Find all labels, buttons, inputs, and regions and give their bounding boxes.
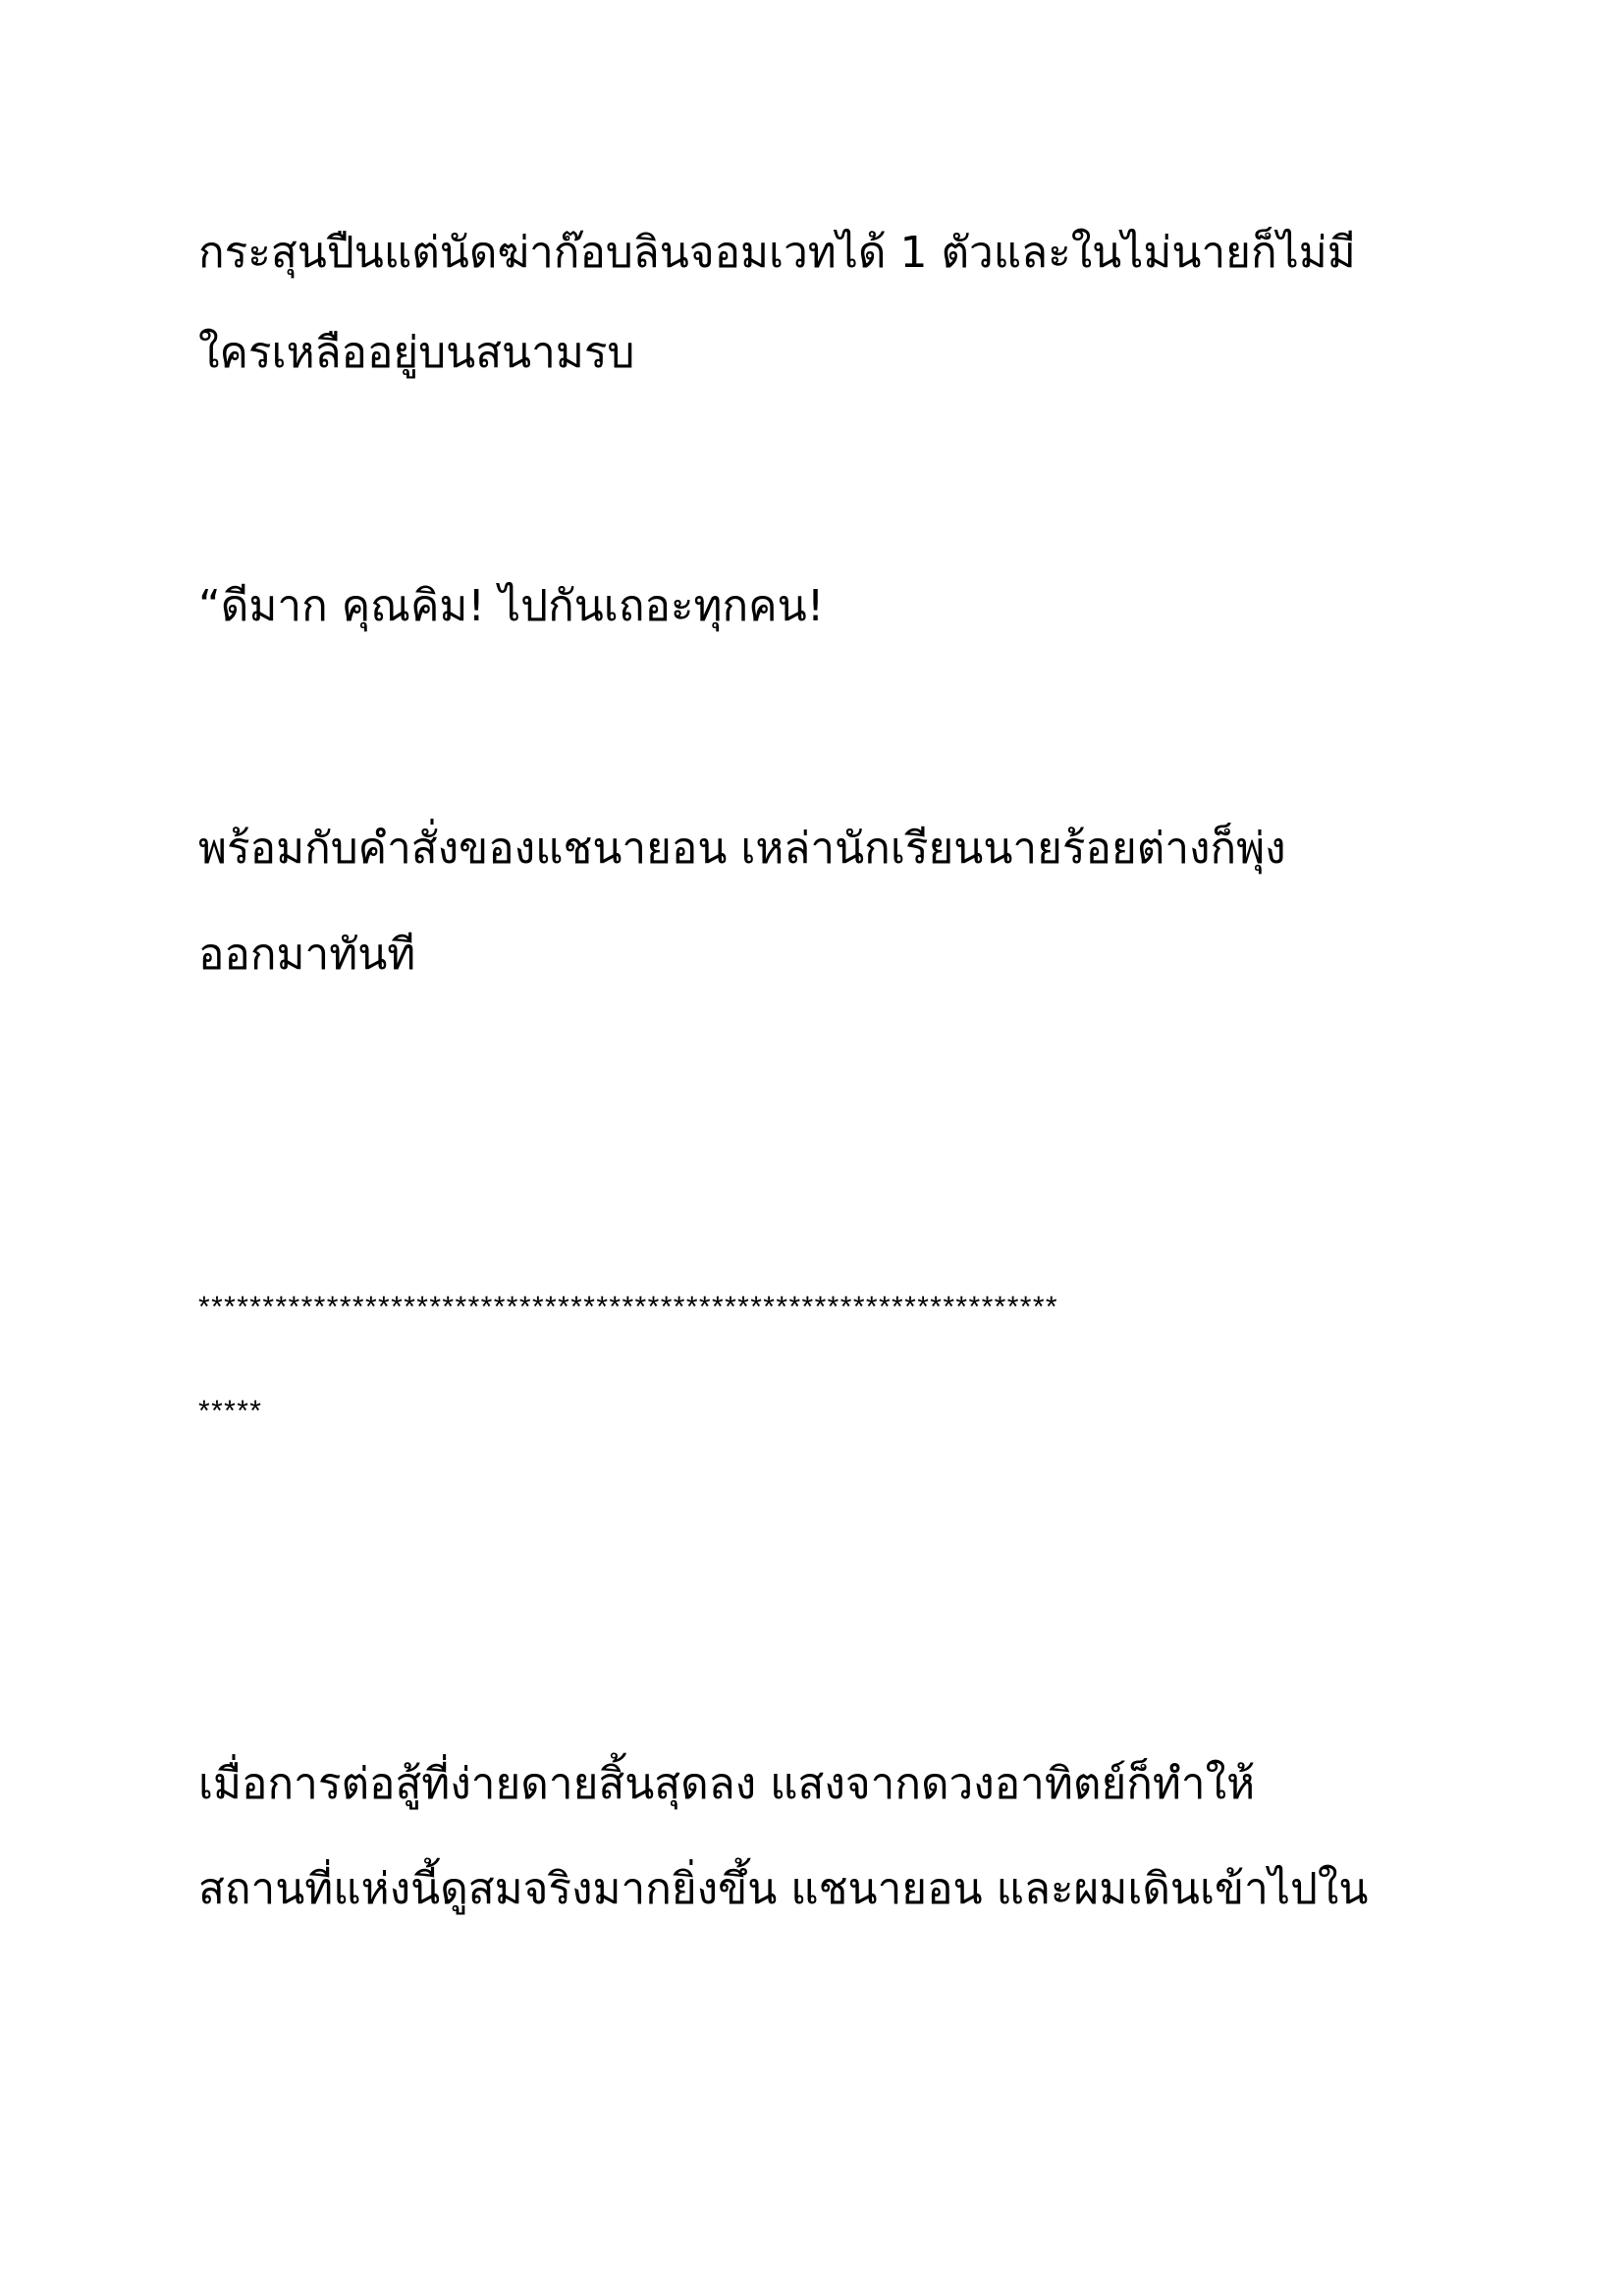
- paragraph-2-line-1: “ดีมาก คุณคิม! ไปกันเถอะทุกคน!: [198, 581, 825, 631]
- paragraph-3-line-2: ออกมาทันที: [198, 930, 416, 980]
- separator-line-1: *******************************************************************: [198, 1291, 1059, 1323]
- paragraph-3-line-1: พร้อมกับคำสั่งของแชนายอน เหล่านักเรียนนายร้อยต่างก็พุ่ง: [198, 824, 1286, 874]
- paragraph-1-line-2: ใครเหลืออยู่บนสนามรบ: [198, 328, 635, 378]
- separator-line-2: *****: [198, 1395, 263, 1427]
- paragraph-4-line-1: เมื่อการต่อสู้ที่ง่ายดายสิ้นสุดลง แสงจากดวงอาทิตย์ก็ทำให้: [198, 1759, 1256, 1809]
- paragraph-4-line-2: สถานที่แห่งนี้ดูสมจริงมากยิ่งขึ้น แชนายอน และผมเดินเข้าไปใน: [198, 1864, 1369, 1914]
- paragraph-1-line-1: กระสุนปืนแต่นัดฆ่าก๊อบลินจอมเวทได้ 1 ตัวและในไม่นายก็ไม่มี: [198, 228, 1356, 278]
